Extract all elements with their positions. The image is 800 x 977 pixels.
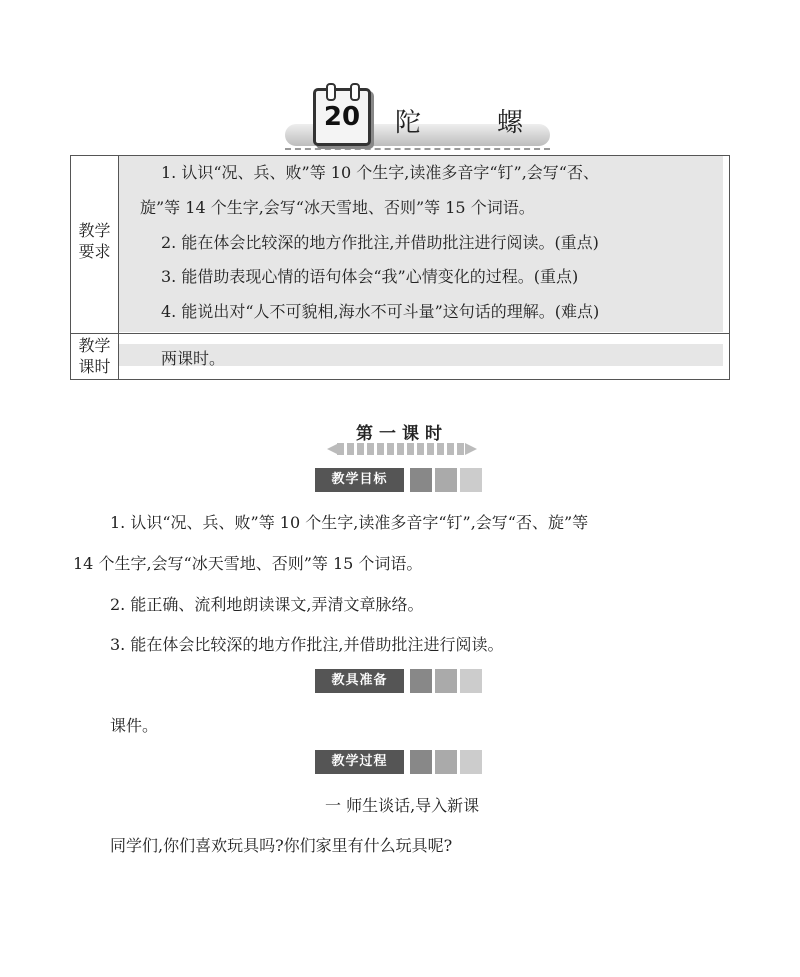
tag-square xyxy=(460,669,482,693)
process-tag-label: 教学过程 xyxy=(315,750,404,774)
requirements-label-line-2: 要求 xyxy=(78,242,111,261)
requirement-line: 旋”等 14 个生字,会写“冰天雪地、否则”等 15 个词语。 xyxy=(140,198,535,217)
goals-tag-label: 教学目标 xyxy=(315,468,404,492)
first-lesson-title: 第一课时 xyxy=(356,424,448,444)
tag-square xyxy=(460,750,482,774)
process-section-tag xyxy=(315,750,485,774)
row-divider xyxy=(71,333,729,334)
tag-square xyxy=(435,750,457,774)
binder-ring-icon xyxy=(326,83,336,101)
hours-label xyxy=(71,335,118,377)
tag-square xyxy=(460,468,482,492)
requirement-line: 4. 能说出对“人不可貌相,海水不可斗量”这句话的理解。(难点) xyxy=(161,302,600,321)
binder-ring-icon xyxy=(350,83,360,101)
hours-label-line-1: 教学 xyxy=(78,336,111,355)
requirements-label-line-1: 教学 xyxy=(78,221,111,240)
tag-square xyxy=(435,669,457,693)
step-heading: 一 师生谈话,导入新课 xyxy=(325,796,480,815)
header-divider xyxy=(285,148,550,150)
goal-line: 14 个生字,会写“冰天雪地、否则”等 15 个词语。 xyxy=(73,554,423,573)
requirement-line: 2. 能在体会比较深的地方作批注,并借助批注进行阅读。(重点) xyxy=(161,233,599,252)
requirement-line: 1. 认识“况、兵、败”等 10 个生字,读准多音字“钉”,会写“否、 xyxy=(161,163,599,182)
goal-line: 3. 能在体会比较深的地方作批注,并借助批注进行阅读。 xyxy=(110,635,504,654)
lesson-title-char-2: 螺 xyxy=(497,108,524,138)
tag-square xyxy=(410,750,432,774)
goals-section-tag xyxy=(315,468,485,492)
prep-section-tag xyxy=(315,669,485,693)
hours-label-line-2: 课时 xyxy=(78,357,111,376)
goal-line: 1. 认识“况、兵、败”等 10 个生字,读准多音字“钉”,会写“否、旋”等 xyxy=(110,513,589,532)
tag-square xyxy=(410,669,432,693)
lesson-title-char-1: 陀 xyxy=(395,108,422,138)
goal-line: 2. 能正确、流利地朗读课文,弄清文章脉络。 xyxy=(110,595,424,614)
lesson-number: 20 xyxy=(323,102,361,132)
lesson-header xyxy=(285,84,550,150)
hours-text: 两课时。 xyxy=(161,349,226,368)
requirements-table xyxy=(70,155,730,380)
column-divider xyxy=(118,156,119,379)
lesson-number-badge xyxy=(313,88,371,146)
prep-text: 课件。 xyxy=(110,716,159,735)
banner-arrow-right xyxy=(465,443,477,455)
requirement-line: 3. 能借助表现心情的语句体会“我”心情变化的过程。(重点) xyxy=(161,267,579,286)
requirements-label xyxy=(71,220,118,262)
first-lesson-banner xyxy=(327,415,477,459)
step-text: 同学们,你们喜欢玩具吗?你们家里有什么玩具呢? xyxy=(110,836,453,855)
prep-tag-label: 教具准备 xyxy=(315,669,404,693)
tag-square xyxy=(410,468,432,492)
banner-band xyxy=(337,443,467,455)
tag-square xyxy=(435,468,457,492)
